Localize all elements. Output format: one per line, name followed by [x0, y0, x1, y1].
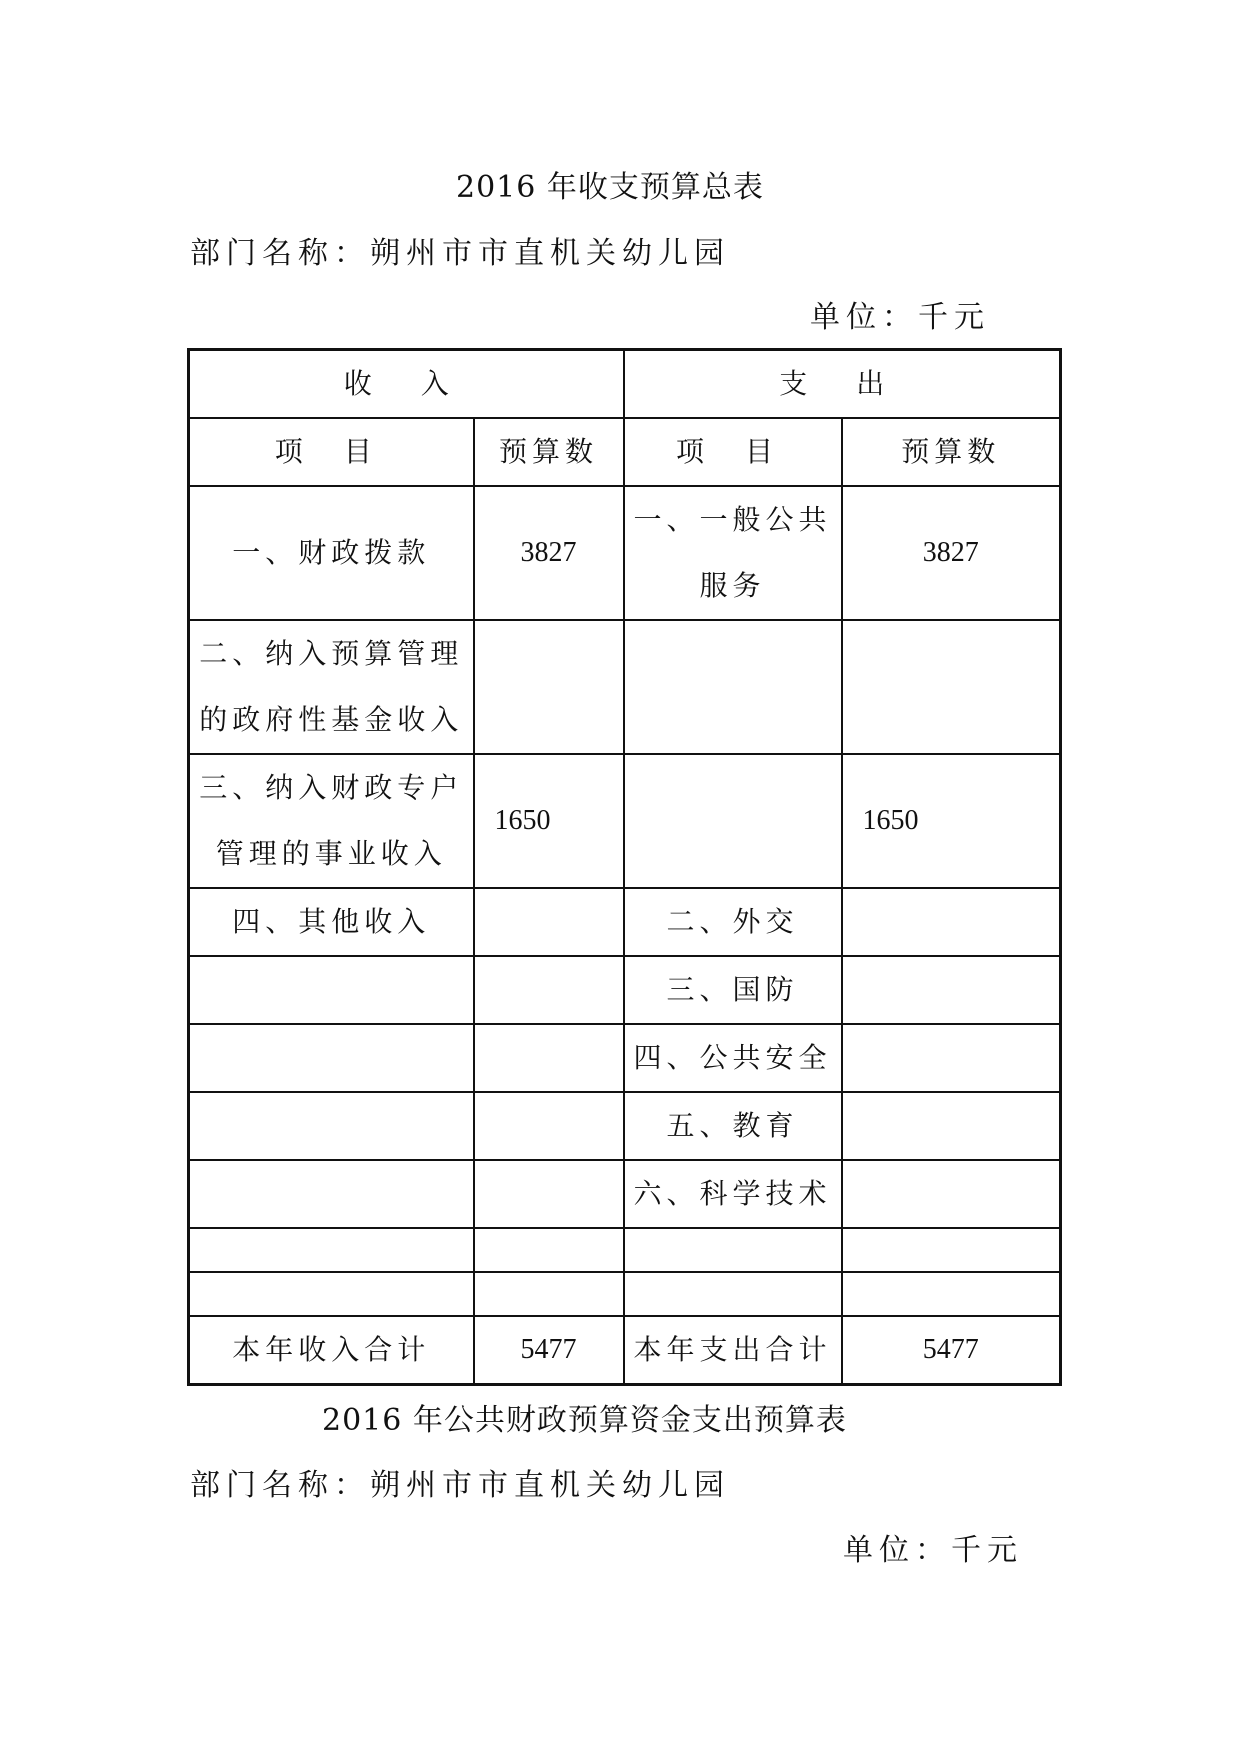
unit-label-1: 单位：千元 — [810, 300, 990, 335]
income-header: 收 入 — [189, 350, 624, 419]
expense-amount — [842, 1024, 1061, 1092]
income-item — [189, 956, 474, 1024]
income-amount — [474, 1024, 624, 1092]
table-column-header-row — [189, 418, 1061, 486]
col-income-budget: 预算数 — [474, 418, 624, 486]
table-row — [189, 1272, 1061, 1316]
expense-item: 三、国防 — [624, 956, 842, 1024]
expense-item — [624, 754, 842, 888]
income-total-amount: 5477 — [474, 1316, 624, 1385]
income-amount — [474, 956, 624, 1024]
table-row — [189, 888, 1061, 956]
expense-amount: 3827 — [842, 486, 1061, 620]
dept-name-2: 部门名称：朔州市市直机关幼儿园 — [190, 1468, 730, 1503]
expense-amount — [842, 620, 1061, 754]
expense-amount: 1650 — [842, 754, 1061, 888]
dept-name-1: 部门名称：朔州市市直机关幼儿园 — [190, 236, 730, 271]
expense-item: 一、一般公共服务 — [624, 486, 842, 620]
income-amount — [474, 1092, 624, 1160]
income-amount — [474, 620, 624, 754]
expense-total-amount: 5477 — [842, 1316, 1061, 1385]
income-amount — [474, 1160, 624, 1228]
table-row — [189, 1160, 1061, 1228]
income-amount: 3827 — [474, 486, 624, 620]
income-item: 四、其他收入 — [189, 888, 474, 956]
table-row — [189, 956, 1061, 1024]
expense-item: 五、教育 — [624, 1092, 842, 1160]
expense-amount — [842, 1228, 1061, 1272]
income-item: 三、纳入财政专户管理的事业收入 — [189, 754, 474, 888]
expense-item — [624, 1272, 842, 1316]
income-amount — [474, 1228, 624, 1272]
table-row — [189, 1092, 1061, 1160]
expense-total-label: 本年支出合计 — [624, 1316, 842, 1385]
unit-label-2: 单位：千元 — [843, 1533, 1023, 1568]
expense-amount — [842, 1160, 1061, 1228]
expense-amount — [842, 956, 1061, 1024]
income-item — [189, 1160, 474, 1228]
table-group-header-row — [189, 350, 1061, 419]
income-item: 一、财政拨款 — [189, 486, 474, 620]
income-item: 二、纳入预算管理的政府性基金收入 — [189, 620, 474, 754]
expense-amount — [842, 1272, 1061, 1316]
income-amount — [474, 1272, 624, 1316]
expense-item — [624, 1228, 842, 1272]
income-item — [189, 1272, 474, 1316]
col-expense-item: 项 目 — [624, 418, 842, 486]
income-item — [189, 1092, 474, 1160]
income-amount: 1650 — [474, 754, 624, 888]
expense-amount — [842, 1092, 1061, 1160]
income-amount — [474, 888, 624, 956]
table-row — [189, 754, 1061, 888]
budget-summary-table — [187, 348, 1062, 1386]
expense-item — [624, 620, 842, 754]
table-row — [189, 486, 1061, 620]
table2-title: 2016 年公共财政预算资金支出预算表 — [322, 1403, 847, 1438]
table-row — [189, 620, 1061, 754]
total-row — [189, 1316, 1061, 1385]
expense-header: 支 出 — [624, 350, 1061, 419]
col-expense-budget: 预算数 — [842, 418, 1061, 486]
income-item — [189, 1228, 474, 1272]
table-row — [189, 1228, 1061, 1272]
table-row — [189, 1024, 1061, 1092]
table1-title: 2016 年收支预算总表 — [456, 170, 764, 205]
expense-amount — [842, 888, 1061, 956]
expense-item: 二、外交 — [624, 888, 842, 956]
income-total-label: 本年收入合计 — [189, 1316, 474, 1385]
col-income-item: 项 目 — [189, 418, 474, 486]
expense-item: 六、科学技术 — [624, 1160, 842, 1228]
expense-item: 四、公共安全 — [624, 1024, 842, 1092]
income-item — [189, 1024, 474, 1092]
